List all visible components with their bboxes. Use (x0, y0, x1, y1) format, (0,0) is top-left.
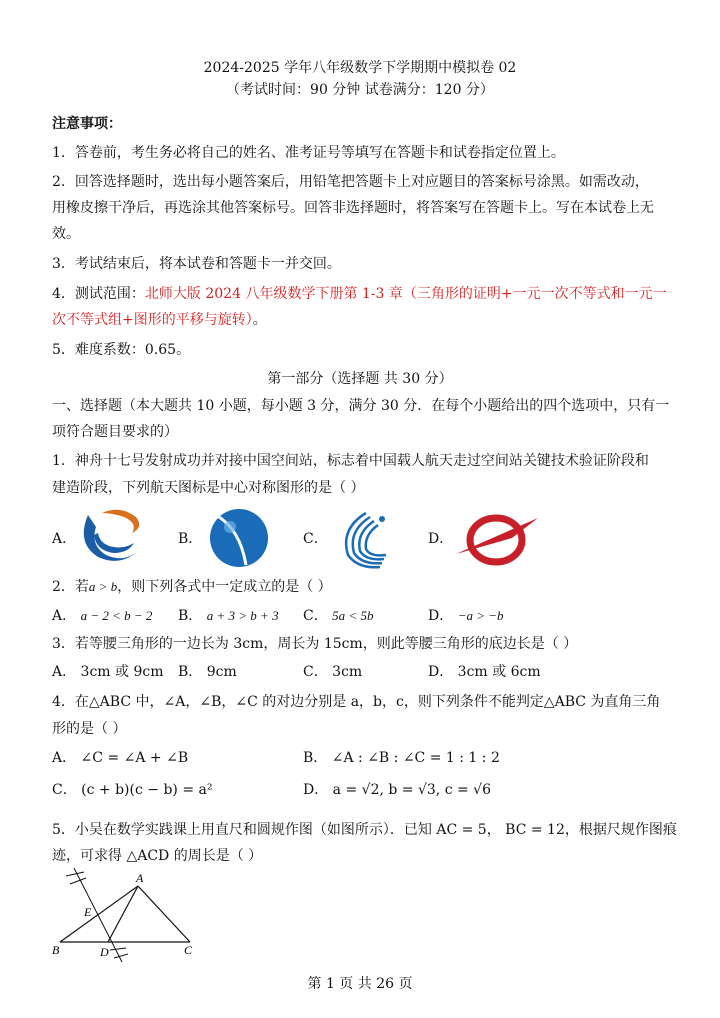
q4-option-d: D． a = √2, b = √3, c = √6 (303, 782, 492, 798)
q2-stem-b: ，则下列各式中一定成立的是（ ） (117, 579, 332, 595)
note-4-end: 。 (252, 312, 267, 328)
page-footer: 第 1 页 共 26 页 (307, 976, 413, 992)
doc-subtitle: （考试时间：90 分钟 试卷满分：120 分） (226, 82, 494, 98)
note-2-line-1: 2．回答选择题时，选出每小题答案后，用铅笔把答题卡上对应题目的答案标号涂黑。如需改动， (52, 174, 649, 190)
q2-stem (52, 577, 332, 597)
logo-a-icon (76, 505, 146, 569)
logo-d-icon (452, 508, 542, 568)
q5-stem-2: 迹，可求得 △ACD 的周长是（ ） (52, 848, 263, 864)
note-4-range-cont: 次不等式组+图形的平移与旋转） (52, 312, 253, 328)
part1-title: 第一部分（选择题 共 30 分） (267, 371, 453, 387)
label-e: E (84, 905, 92, 919)
note-1: 1．答卷前，考生务必将自己的姓名、准考证号等填写在答题卡和试卷指定位置上。 (52, 145, 565, 161)
q2-option-c: C． 5a < 5b (303, 608, 374, 624)
note-4-line-1 (52, 284, 667, 304)
part1-intro-2: 项符合题目要求的） (52, 424, 178, 440)
q4-stem-2: 形的是（ ） (52, 721, 127, 737)
q4-option-c: C． (c + b)(c − b) = a² (52, 782, 213, 798)
logo-c-icon (336, 505, 402, 571)
note-2-line-3: 效。 (52, 226, 80, 242)
q1-label-b: B． (178, 531, 203, 547)
logo-b-icon (206, 505, 272, 569)
note-3: 3．考试结束后，将本试卷和答题卡一并交回。 (52, 256, 341, 272)
q3-option-b: B． 9cm (178, 664, 237, 680)
note-4-line-2 (52, 310, 267, 330)
q3-option-c: C． 3cm (303, 664, 363, 680)
q4-option-b: B． ∠A : ∠B : ∠C = 1 : 1 : 2 (303, 750, 500, 766)
q2-option-d: D． −a > −b (428, 608, 504, 624)
q1-stem-1: 1．神舟十七号发射成功并对接中国空间站，标志着中国载人航天走过空间站关键技术验证阶段和 (52, 453, 649, 469)
label-a: A (136, 871, 144, 885)
notes-heading: 注意事项： (52, 116, 122, 132)
q2-condition: a > b (88, 579, 118, 594)
q1-label-c: C． (303, 531, 328, 547)
q2-option-b: B． a + 3 > b + 3 (178, 608, 279, 624)
q3-option-d: D． 3cm 或 6cm (428, 664, 541, 680)
q5-figure (44, 864, 214, 968)
label-c: C (184, 943, 193, 957)
q2-stem-a: 2．若 (52, 579, 89, 595)
q1-label-d: D． (428, 531, 454, 547)
note-4-prefix: 4．测试范围： (52, 286, 145, 302)
label-d: D (100, 945, 109, 959)
q4-stem-1: 4．在△ABC 中，∠A，∠B，∠C 的对边分别是 a，b，c，则下列条件不能判定△ABC 为直角三角 (52, 694, 661, 710)
q2-option-a: A． a − 2 < b − 2 (52, 608, 153, 624)
q1-label-a: A． (52, 531, 77, 547)
part1-intro-1: 一、选择题（本大题共 10 小题，每小题 3 分，满分 30 分．在每个小题给出的四个选项中，只有一 (52, 398, 670, 414)
q3-option-a: A． 3cm 或 9cm (52, 664, 164, 680)
doc-title: 2024-2025 学年八年级数学下学期期中模拟卷 02 (203, 60, 517, 76)
q1-stem-2: 建造阶段，下列航天图标是中心对称图形的是（ ） (52, 480, 365, 496)
label-b: B (52, 943, 60, 957)
q5-stem-1: 5．小吴在数学实践课上用直尺和圆规作图（如图所示）．已知 AC = 5， BC = 12，根据尺规作图痕 (52, 822, 677, 838)
q3-stem: 3．若等腰三角形的一边长为 3cm，周长为 15cm，则此等腰三角形的底边长是（ ） (52, 636, 578, 652)
q4-option-a: A． ∠C = ∠A + ∠B (52, 750, 189, 766)
note-4-range: 北师大版 2024 八年级数学下册第 1-3 章（三角形的证明+一元一次不等式和一元一 (144, 286, 667, 302)
note-2-line-2: 用橡皮擦干净后，再选涂其他答案标号。回答非选择题时，将答案写在答题卡上。写在本试卷上无 (52, 200, 654, 216)
note-5: 5．难度系数：0.65。 (52, 342, 191, 358)
